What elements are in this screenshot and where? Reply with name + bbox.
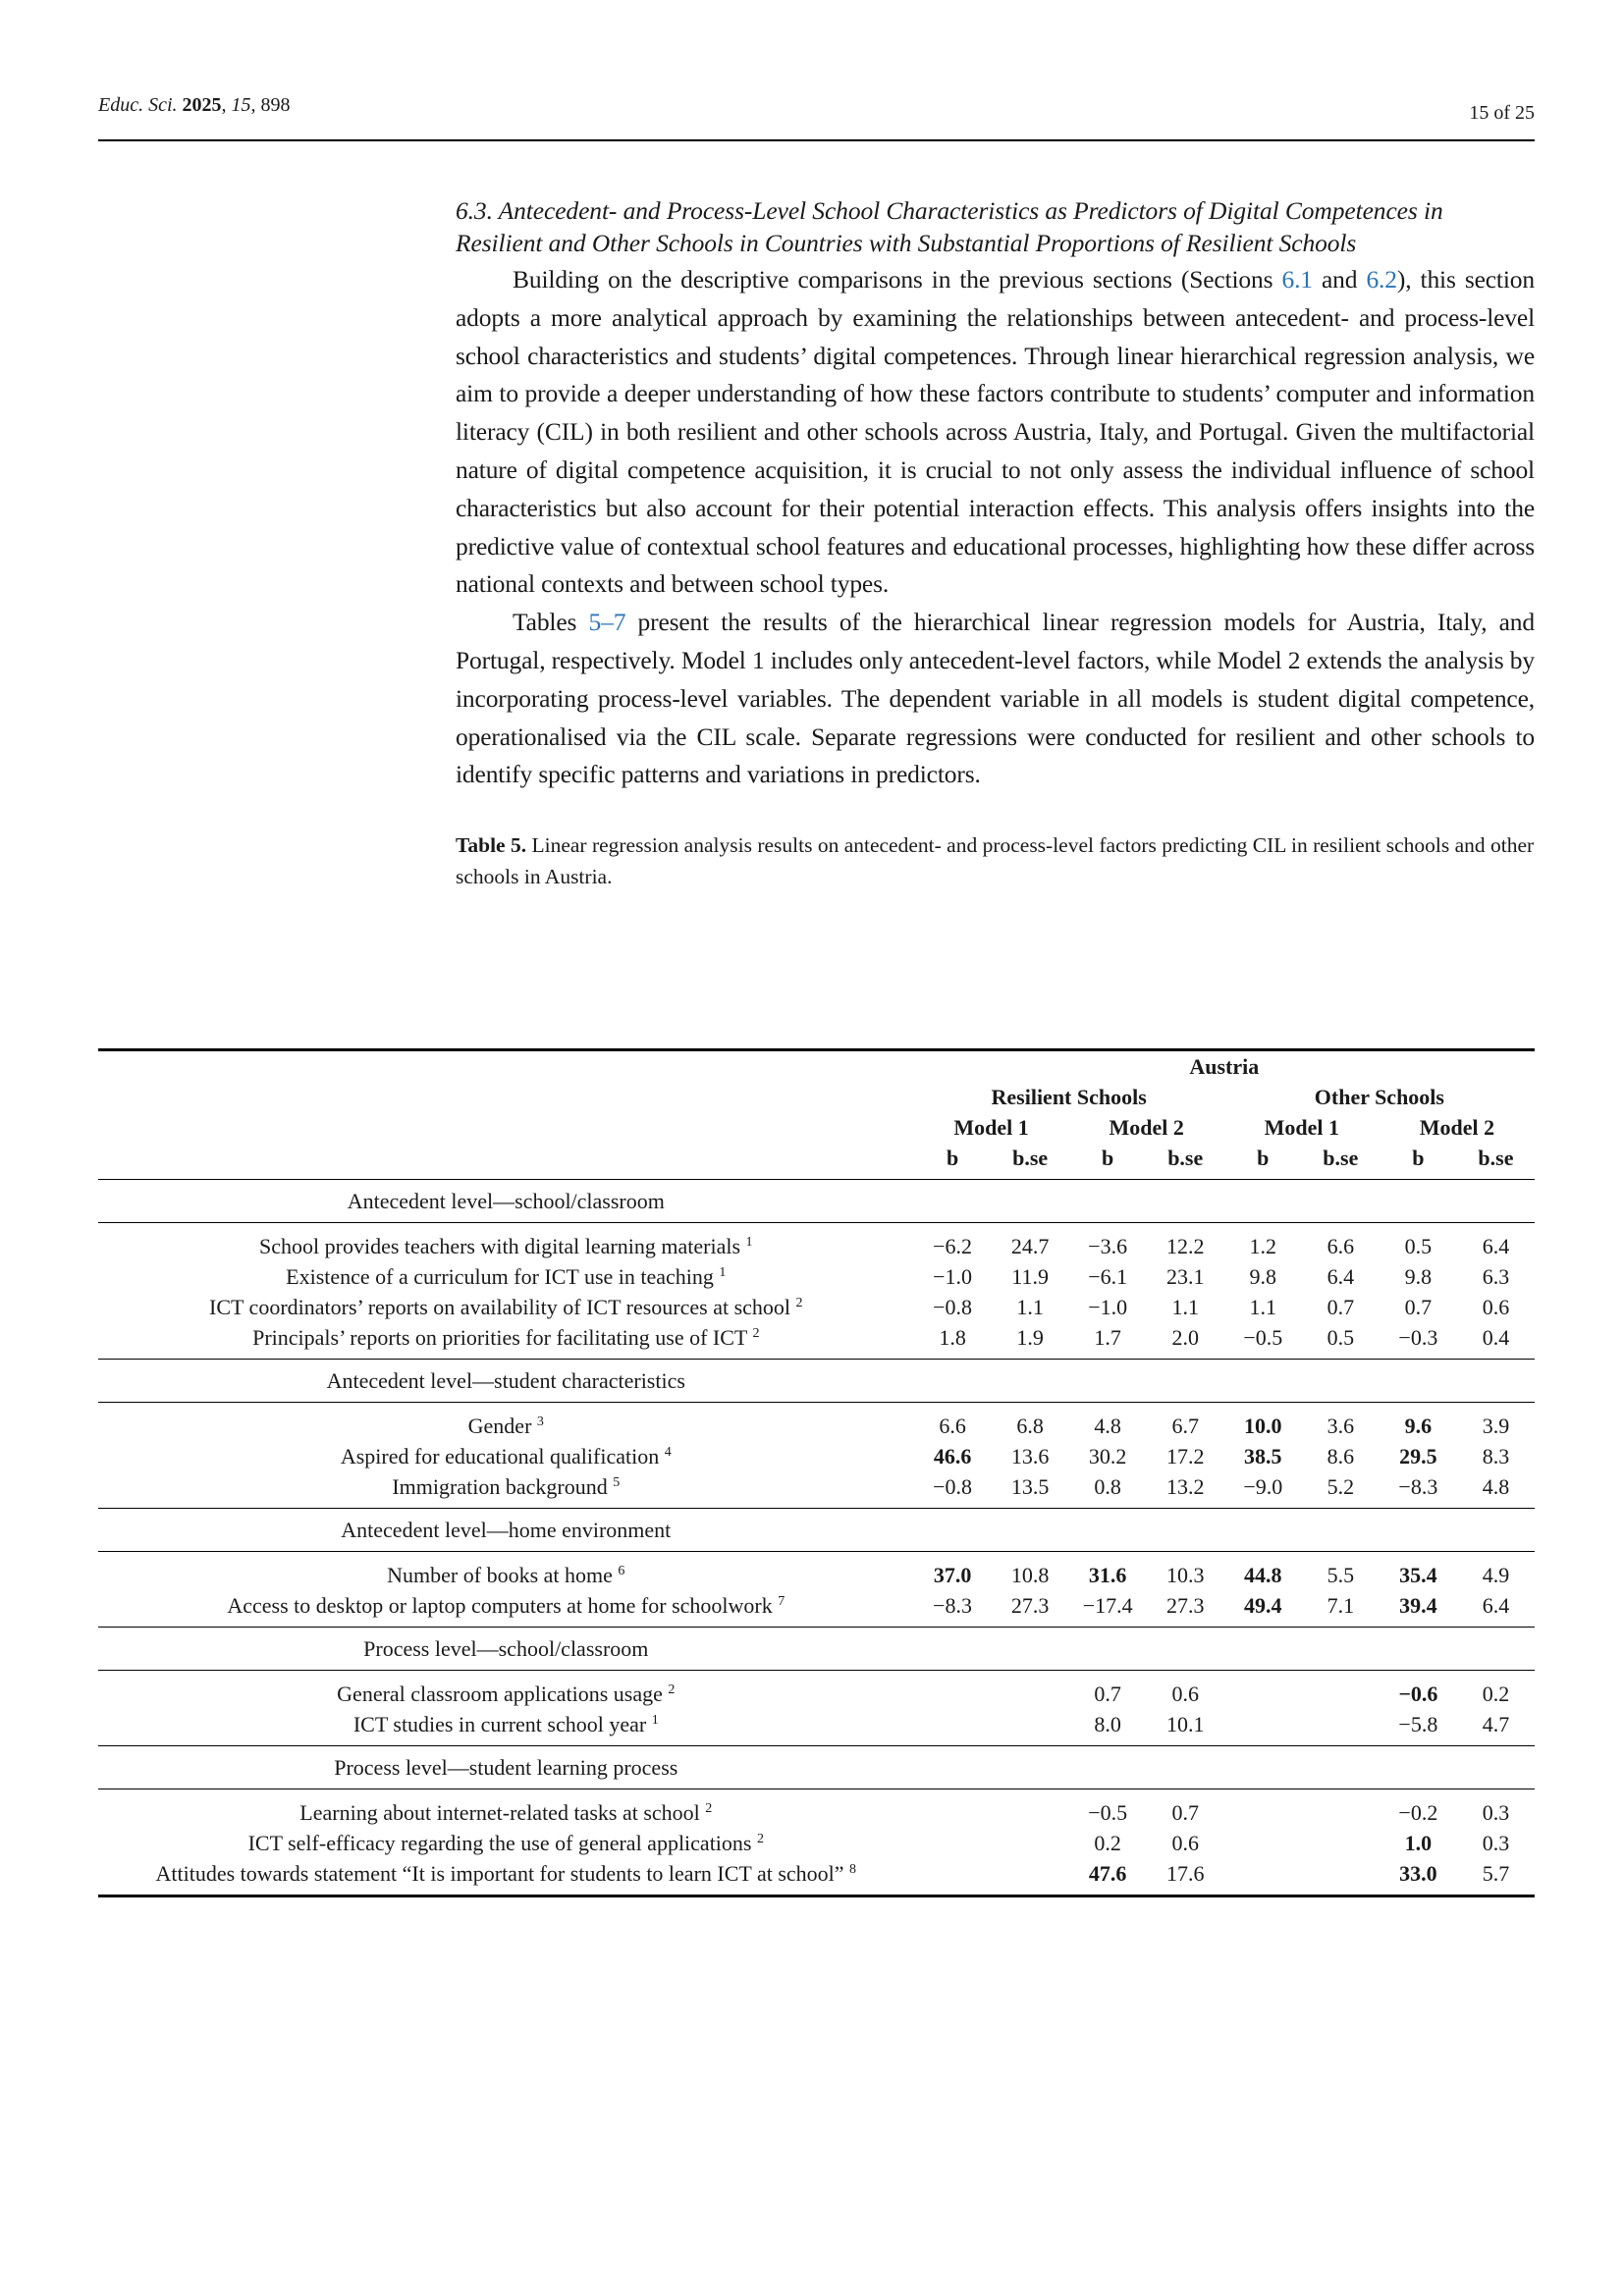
coef-cell: 1.2: [1249, 1234, 1277, 1258]
page-indicator: 15 of 25: [1469, 102, 1535, 124]
group-title: Process level—school/classroom: [363, 1636, 649, 1661]
coef-cell: [914, 1789, 992, 1828]
table-row: [98, 1292, 1535, 1322]
se-cell: 3.9: [1482, 1414, 1510, 1438]
group-header-row: [98, 1746, 1535, 1789]
section-title: 6.3. Antecedent- and Process-Level School Characteristics as Predictors of Digital Competences in Resilient and Other Schools in Countries with Substantial Proportions of Resilient Schools: [456, 196, 1443, 257]
section-link-6-1[interactable]: 6.1: [1281, 265, 1313, 294]
footnote-marker: 1: [651, 1713, 659, 1728]
coef-cell: −1.0: [933, 1264, 973, 1289]
coef-cell: 37.0: [933, 1563, 972, 1587]
regression-table: [98, 1048, 1535, 1897]
coef-cell: 30.2: [1088, 1444, 1127, 1468]
se-cell: 1.1: [1171, 1295, 1199, 1319]
paragraph-2: [456, 604, 1535, 794]
se-cell: 4.9: [1482, 1563, 1510, 1587]
se-cell: [1302, 1709, 1380, 1746]
se-cell: 4.8: [1482, 1474, 1510, 1499]
group-header-row: [98, 1180, 1535, 1223]
journal-volume: 15: [231, 94, 251, 116]
table-row: [98, 1441, 1535, 1471]
header-stat-row: [98, 1143, 1535, 1180]
journal-citation: Educ. Sci. 2025, 15, 898: [98, 94, 291, 116]
row-label: [98, 1671, 914, 1709]
coef-cell: −0.5: [1088, 1800, 1128, 1825]
coef-cell: −6.1: [1088, 1264, 1128, 1289]
row-label: [98, 1858, 914, 1896]
se-cell: 0.3: [1482, 1800, 1510, 1825]
text-span: Building on the descriptive comparisons in the previous sections (Sections: [513, 265, 1282, 294]
table-row: [98, 1261, 1535, 1292]
row-label-text: ICT studies in current school year: [352, 1712, 647, 1736]
coef-cell: [914, 1709, 992, 1746]
footnote-marker: 3: [536, 1415, 544, 1429]
se-cell: 5.5: [1326, 1563, 1355, 1587]
se-cell: 10.3: [1165, 1563, 1205, 1587]
coef-cell: 0.7: [1404, 1295, 1433, 1319]
coef-cell: 9.6: [1404, 1414, 1433, 1438]
footnote-marker: 5: [613, 1475, 621, 1490]
coef-cell: 33.0: [1399, 1861, 1437, 1886]
footnote-marker: 2: [795, 1296, 803, 1310]
se-cell: 17.2: [1165, 1444, 1205, 1468]
text-span: Tables: [513, 608, 589, 637]
coef-cell: 0.2: [1094, 1831, 1121, 1855]
row-label-text: ICT coordinators’ reports on availability of ICT resources at school: [209, 1295, 791, 1319]
coef-cell: 29.5: [1399, 1444, 1437, 1468]
se-cell: 6.4: [1326, 1264, 1355, 1289]
se-cell: 4.7: [1482, 1712, 1510, 1736]
se-cell: 6.8: [1016, 1414, 1044, 1438]
table-link-7[interactable]: 7: [613, 608, 626, 637]
coef-cell: 47.6: [1088, 1861, 1127, 1886]
stat-header: b.se: [1167, 1146, 1204, 1170]
se-cell: 6.7: [1171, 1414, 1199, 1438]
se-cell: 11.9: [1011, 1264, 1049, 1289]
header-model-row: [98, 1112, 1535, 1143]
row-label: [98, 1322, 914, 1360]
row-label: [98, 1789, 914, 1828]
coef-cell: −1.0: [1088, 1295, 1128, 1319]
coef-cell: 49.4: [1244, 1593, 1282, 1618]
coef-cell: −0.8: [933, 1474, 973, 1499]
se-cell: 2.0: [1171, 1325, 1199, 1350]
se-cell: 1.1: [1016, 1295, 1044, 1319]
table-row: [98, 1322, 1535, 1360]
table-grid: [98, 1048, 1535, 1897]
stat-header: b.se: [1323, 1146, 1359, 1170]
footnote-marker: 1: [719, 1265, 727, 1280]
footnote-marker: 8: [849, 1862, 857, 1877]
row-label-text: Immigration background: [392, 1474, 608, 1499]
coef-cell: −8.3: [1398, 1474, 1438, 1499]
se-cell: 6.3: [1482, 1264, 1510, 1289]
coef-cell: −9.0: [1243, 1474, 1283, 1499]
table-row: [98, 1471, 1535, 1509]
coef-cell: 4.8: [1094, 1414, 1121, 1438]
table-range-dash[interactable]: –: [601, 608, 614, 637]
row-label: [98, 1292, 914, 1322]
coef-cell: 8.0: [1094, 1712, 1121, 1736]
journal-year: 2025: [182, 94, 222, 116]
se-cell: [992, 1858, 1069, 1896]
coef-cell: 0.7: [1094, 1682, 1121, 1706]
coef-cell: 1.7: [1094, 1325, 1121, 1350]
page-header: [98, 90, 1535, 141]
group-header-row: [98, 1360, 1535, 1403]
table-caption-text: Linear regression analysis results on antecedent- and process-level factors predicting CIL in resilient schools and other schools in Austria.: [456, 833, 1535, 889]
se-cell: 13.6: [1010, 1444, 1050, 1468]
footnote-marker: 2: [756, 1832, 764, 1846]
stat-header: b: [1257, 1146, 1270, 1170]
stat-header: b.se: [1012, 1146, 1049, 1170]
coef-cell: [914, 1828, 992, 1858]
model-header: Model 1: [1264, 1115, 1339, 1140]
row-label: [98, 1590, 914, 1628]
row-label: [98, 1828, 914, 1858]
row-label: [98, 1223, 914, 1261]
footnote-marker: 2: [752, 1326, 760, 1341]
group-title: Antecedent level—school/classroom: [347, 1189, 665, 1213]
table-row: [98, 1590, 1535, 1628]
coef-cell: 9.8: [1404, 1264, 1433, 1289]
section-link-6-2[interactable]: 6.2: [1366, 265, 1397, 294]
coef-cell: −0.8: [933, 1295, 973, 1319]
table-row: [98, 1223, 1535, 1261]
se-cell: [1302, 1828, 1380, 1858]
coef-cell: −0.5: [1243, 1325, 1283, 1350]
table-caption: [456, 829, 1535, 892]
coef-cell: 1.1: [1249, 1295, 1277, 1319]
row-label: [98, 1709, 914, 1746]
footnote-marker: 1: [745, 1235, 753, 1250]
coef-cell: [1224, 1828, 1302, 1858]
se-cell: 0.6: [1171, 1831, 1199, 1855]
coef-cell: −0.3: [1398, 1325, 1438, 1350]
group-header-row: [98, 1509, 1535, 1552]
row-label-text: Existence of a curriculum for ICT use in teaching: [286, 1264, 714, 1289]
coef-cell: 35.4: [1399, 1563, 1437, 1587]
se-cell: 0.3: [1482, 1831, 1510, 1855]
model-header: Model 1: [953, 1115, 1029, 1140]
table-row: [98, 1671, 1535, 1709]
coef-cell: −17.4: [1082, 1593, 1133, 1618]
text-span: present the results of the hierarchical linear regression models for Austria, Italy, and Portugal, respectively. Model 1 includes only antecedent-level factors, while Model 2 extends the analysis by incorporating process-level variables. The dependent variable in all models is student digital competence, operationalised via the CIL scale. Separate regressions were conducted for resilient and other schools to identify specific patterns and variations in predictors.: [456, 608, 1535, 789]
row-label-text: Learning about internet-related tasks at school: [299, 1800, 700, 1825]
se-cell: 3.6: [1326, 1414, 1355, 1438]
school-group-header: Resilient Schools: [991, 1085, 1147, 1109]
coef-cell: −6.2: [933, 1234, 973, 1258]
coef-cell: [914, 1671, 992, 1709]
coef-cell: 1.0: [1404, 1831, 1433, 1855]
table-row: [98, 1709, 1535, 1746]
se-cell: [1302, 1789, 1380, 1828]
coef-cell: 0.5: [1404, 1234, 1433, 1258]
se-cell: [992, 1709, 1069, 1746]
se-cell: 0.7: [1171, 1800, 1199, 1825]
se-cell: 13.2: [1165, 1474, 1205, 1499]
table-row: [98, 1403, 1535, 1441]
footnote-marker: 2: [668, 1682, 676, 1697]
se-cell: 5.2: [1326, 1474, 1355, 1499]
header-school-row: [98, 1082, 1535, 1112]
se-cell: 6.4: [1482, 1234, 1510, 1258]
se-cell: 0.4: [1482, 1325, 1510, 1350]
coef-cell: 46.6: [933, 1444, 972, 1468]
footnote-marker: 2: [705, 1801, 713, 1816]
coef-cell: 31.6: [1088, 1563, 1127, 1587]
stat-header: b: [1412, 1146, 1425, 1170]
coef-cell: [914, 1858, 992, 1896]
coef-cell: 44.8: [1244, 1563, 1282, 1587]
se-cell: 0.6: [1482, 1295, 1510, 1319]
coef-cell: 39.4: [1399, 1593, 1437, 1618]
se-cell: 17.6: [1165, 1861, 1205, 1886]
coef-cell: [1224, 1789, 1302, 1828]
main-content: [456, 194, 1535, 892]
coef-cell: −0.2: [1398, 1800, 1438, 1825]
se-cell: 0.2: [1482, 1682, 1510, 1706]
stat-header: b: [946, 1146, 959, 1170]
row-label: [98, 1471, 914, 1509]
se-cell: 23.1: [1165, 1264, 1205, 1289]
table-row: [98, 1858, 1535, 1896]
row-label-text: School provides teachers with digital learning materials: [259, 1234, 741, 1258]
row-label: [98, 1441, 914, 1471]
se-cell: [992, 1828, 1069, 1858]
stat-header: b: [1102, 1146, 1114, 1170]
country-header: Austria: [1189, 1054, 1260, 1079]
coef-cell: −5.8: [1398, 1712, 1438, 1736]
table-bottom-rule: [98, 1896, 1535, 1898]
model-header: Model 2: [1419, 1115, 1495, 1140]
table-row: [98, 1552, 1535, 1590]
se-cell: 7.1: [1326, 1593, 1355, 1618]
header-country-row: [98, 1051, 1535, 1082]
row-label-text: Principals’ reports on priorities for facilitating use of ICT: [252, 1325, 747, 1350]
row-label-text: Aspired for educational qualification: [340, 1444, 660, 1468]
se-cell: 27.3: [1010, 1593, 1050, 1618]
se-cell: 10.1: [1165, 1712, 1205, 1736]
group-title: Antecedent level—student characteristics: [326, 1368, 685, 1393]
table-row: [98, 1789, 1535, 1828]
se-cell: 12.2: [1165, 1234, 1205, 1258]
row-label-text: Number of books at home: [387, 1563, 613, 1587]
paragraph-1: [456, 261, 1535, 604]
se-cell: [992, 1671, 1069, 1709]
coef-cell: 38.5: [1244, 1444, 1282, 1468]
table-row: [98, 1828, 1535, 1858]
coef-cell: −0.6: [1398, 1682, 1438, 1706]
se-cell: 0.5: [1326, 1325, 1355, 1350]
coef-cell: 1.8: [939, 1325, 966, 1350]
footnote-marker: 6: [618, 1564, 625, 1578]
row-label-text: ICT self-efficacy regarding the use of general applications: [247, 1831, 752, 1855]
coef-cell: 9.8: [1249, 1264, 1277, 1289]
article-number: 898: [260, 94, 291, 116]
se-cell: 5.7: [1482, 1861, 1510, 1886]
se-cell: 0.6: [1171, 1682, 1199, 1706]
coef-cell: [1224, 1858, 1302, 1896]
se-cell: 27.3: [1165, 1593, 1205, 1618]
coef-cell: [1224, 1709, 1302, 1746]
row-label: [98, 1261, 914, 1292]
se-cell: 24.7: [1010, 1234, 1050, 1258]
row-label: [98, 1552, 914, 1590]
row-label-text: General classroom applications usage: [337, 1682, 663, 1706]
row-label-text: Attitudes towards statement “It is important for students to learn ICT at school”: [155, 1861, 844, 1886]
group-title: Antecedent level—home environment: [341, 1518, 672, 1542]
journal-abbrev: Educ. Sci.: [98, 94, 178, 116]
model-header: Model 2: [1109, 1115, 1184, 1140]
se-cell: 10.8: [1010, 1563, 1050, 1587]
se-cell: 8.3: [1482, 1444, 1510, 1468]
row-label-text: Access to desktop or laptop computers at home for schoolwork: [227, 1593, 773, 1618]
school-group-header: Other Schools: [1314, 1085, 1444, 1109]
row-label: [98, 1403, 914, 1441]
footnote-marker: 4: [664, 1445, 672, 1460]
se-cell: [992, 1789, 1069, 1828]
coef-cell: 0.8: [1094, 1474, 1121, 1499]
se-cell: 6.6: [1326, 1234, 1355, 1258]
text-span: ), this section adopts a more analytical approach by examining the relationships between antecedent- and process-level school characteristics and students’ digital competences. Through linear hierarchical regression analysis, we aim to provide a deeper understanding of how these factors contribute to students’ computer and information literacy (CIL) in both resilient and other schools across Austria, Italy, and Portugal. Given the multifactorial nature of digital competence acquisition, it is crucial to not only assess the individual influence of school characteristics but also account for their potential interaction effects. This analysis offers insights into the predictive value of contextual school features and educational processes, highlighting how these differ across national contexts and between school types.: [456, 265, 1535, 599]
group-header-row: [98, 1628, 1535, 1671]
coef-cell: 10.0: [1244, 1414, 1282, 1438]
table-link-5[interactable]: 5: [588, 608, 602, 637]
se-cell: 13.5: [1010, 1474, 1050, 1499]
se-cell: 0.7: [1326, 1295, 1355, 1319]
coef-cell: −8.3: [933, 1593, 973, 1618]
se-cell: 6.4: [1482, 1593, 1510, 1618]
coef-cell: 6.6: [939, 1414, 966, 1438]
table-caption-label: Table 5.: [456, 833, 527, 858]
coef-cell: [1224, 1671, 1302, 1709]
footnote-marker: 7: [778, 1594, 785, 1609]
se-cell: [1302, 1671, 1380, 1709]
stat-header: b.se: [1478, 1146, 1514, 1170]
se-cell: 8.6: [1326, 1444, 1355, 1468]
text-span: and: [1312, 265, 1367, 294]
coef-cell: −3.6: [1088, 1234, 1128, 1258]
group-title: Process level—student learning process: [334, 1755, 678, 1780]
se-cell: 1.9: [1016, 1325, 1044, 1350]
row-label-text: Gender: [467, 1414, 532, 1438]
se-cell: [1302, 1858, 1380, 1896]
